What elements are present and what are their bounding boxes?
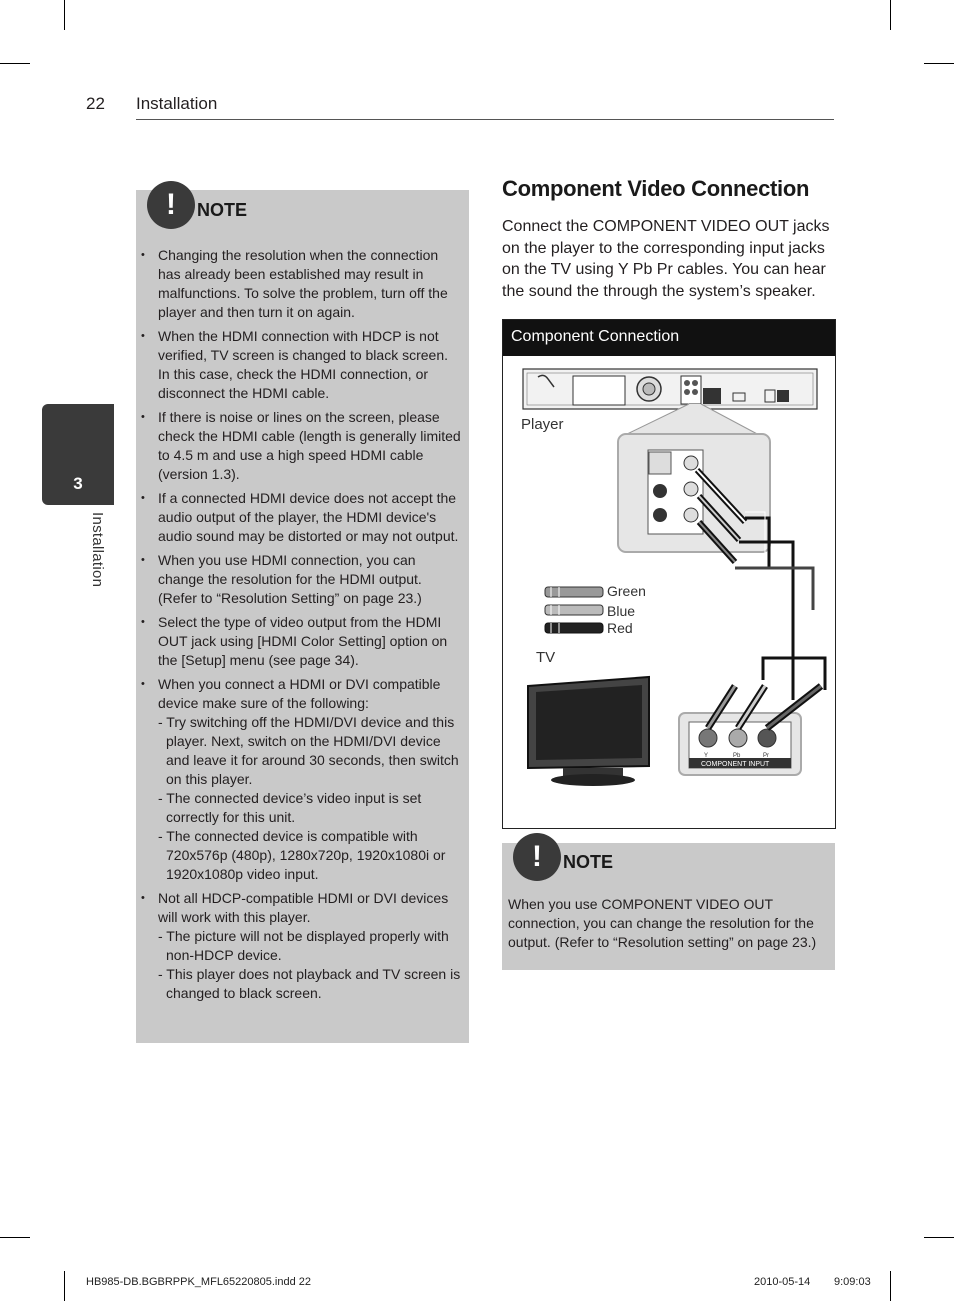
note-title: NOTE [563,852,614,872]
sub-item: - The connected device’s video input is set correctly for this unit. [158,790,422,825]
note-text: When you use COMPONENT VIDEO OUT connection, you can change the resolution for the output. (Refer to “Resolution setting” on page 23.) [508,896,817,950]
exclamation-icon: ! [513,833,561,881]
crop-mark [890,0,891,30]
sub-item: - The picture will not be displayed properly with non-HDCP device. [158,928,449,963]
chapter-label-text: Installation [89,512,106,588]
crop-mark [0,63,30,64]
player-label: Player [521,416,564,433]
sub-item: - Try switching off the HDMI/DVI device and this player. Next, switch on the HDMI/DVI device and leave it for around 30 seconds, then switch on this player. [158,714,459,787]
list-item: • When the HDMI connection with HDCP is not verified, TV screen is changed to black screen. In this case, check the HDMI connection, or disconnect the HDMI cable. [141,327,463,403]
list-item: • Changing the resolution when the connection has already been established may result in malfunctions. To solve the problem, turn off the player and then turn it on again. [141,246,463,322]
list-item: • When you use HDMI connection, you can change the resolution for the HDMI output. (Refer to “Resolution Setting” on page 23.) [141,551,463,608]
sub-item: - The connected device is compatible with 720x576p (480p), 1280x720p, 1920x1080i or 1920x1080p video input. [158,828,446,882]
cable-label-green: Green [607,583,646,599]
footer-file: HB985-DB.BGBRPPK_MFL65220805.indd 22 [86,1276,312,1288]
running-header: Installation [136,94,218,113]
chapter-number: 3 [73,474,83,493]
page-number: 22 [86,94,105,113]
crop-mark [64,0,65,30]
crop-mark [924,1237,954,1238]
chapter-label [84,512,108,602]
diagram-heading: Component Connection [503,320,835,356]
connection-illustration [503,320,835,828]
exclamation-icon: ! [147,181,195,229]
list-item: • If a connected HDMI device does not accept the audio output of the player, the HDMI device's audio sound may be distorted or may not output. [141,489,463,546]
footer-date: 2010-05-14 [754,1276,811,1288]
section-body: Connect the COMPONENT VIDEO OUT jacks on the player to the corresponding input jacks on the TV using Y Pb Pr cables. You can hear the sound the through the system’s speaker. [502,218,830,300]
jack-label-pb: Pb [733,753,741,759]
sub-item: - This player does not playback and TV screen is changed to black screen. [158,966,461,1001]
cable-label-blue: Blue [607,603,636,619]
note-box-left [136,190,469,1043]
jack-label-pr: Pr [763,753,769,759]
cable-label-red: Red [607,620,633,636]
cable-legend-plugs [545,587,603,633]
crop-mark [924,63,954,64]
component-connection-diagram [502,319,836,829]
crop-mark [64,1271,65,1301]
tv-illustration [528,677,649,786]
jack-zoom-callout [618,404,770,552]
list-item: • When you connect a HDMI or DVI compatible device make sure of the following: - Try switching off the HDMI/DVI device and this player. Next, switch on the HDMI/DVI device and leave it for around 30 seconds, then switch on this player. - The connected device’s video input is set correctly for this unit. - The connected device is compatible with 720x576p (480p), 1280x720p, 1920x1080i or 1920x1080p video input. [141,675,463,884]
header-rule [136,119,834,120]
list-item: • Select the type of video output from the HDMI OUT jack using [HDMI Color Setting] option on the [Setup] menu (see page 34). [141,613,463,670]
component-input-label: COMPONENT INPUT [701,761,770,768]
crop-mark [890,1271,891,1301]
list-item: • If there is noise or lines on the screen, please check the HDMI cable (length is generally limited to 4.5 m and use a high speed HDMI cable (version 1.3). [141,408,463,484]
note-list [141,246,463,1008]
note-title: NOTE [197,200,248,220]
section-title: Component Video Connection [502,176,810,201]
tv-label: TV [536,649,556,666]
footer-time: 9:09:03 [834,1276,871,1288]
jack-label-y: Y [704,753,709,759]
crop-mark [0,1237,30,1238]
player-unit [523,369,817,409]
note-box-right [502,840,835,970]
list-item: • Not all HDCP-compatible HDMI or DVI devices will work with this player. - The picture will not be displayed properly with non-HDCP device. - This player does not playback and TV screen is changed to black screen. [141,889,463,1003]
